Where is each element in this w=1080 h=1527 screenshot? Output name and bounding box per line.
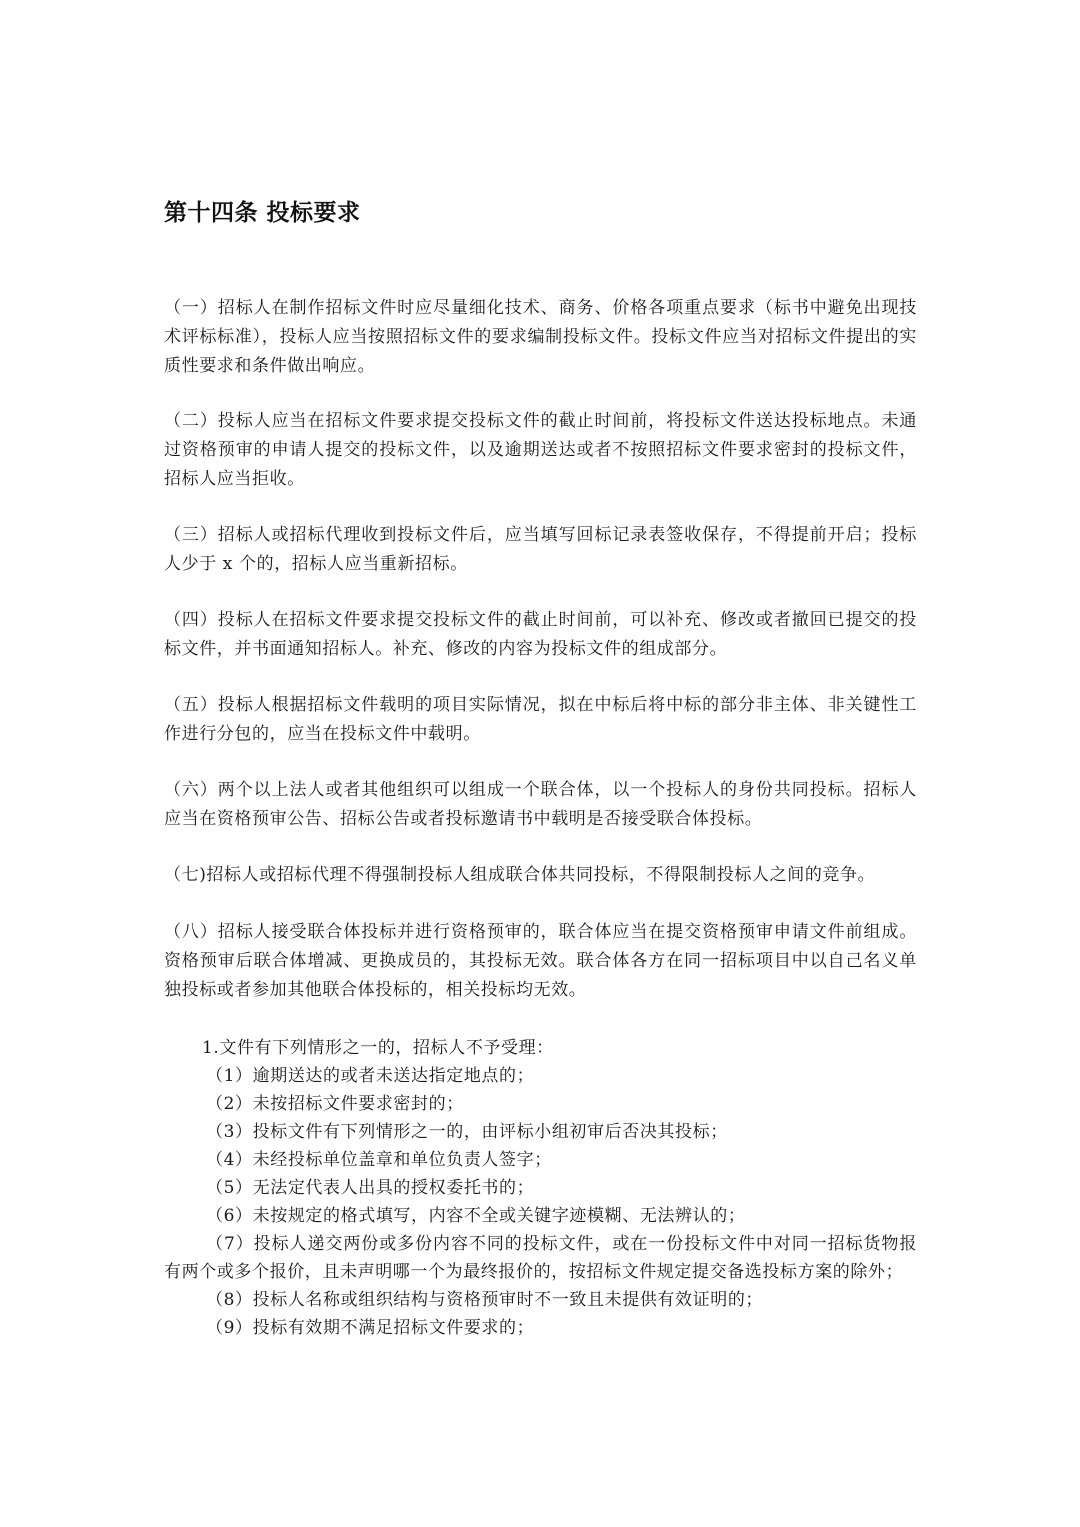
list-heading: 1.文件有下列情形之一的，招标人不予受理： [202, 1038, 554, 1058]
paragraph-6: （六）两个以上法人或者其他组织可以组成一个联合体，以一个投标人的身份共同投标。招标人应当在资格预审公告、招标公告或者投标邀请书中载明是否接受联合体投标。 [164, 780, 917, 829]
list-item: （5）无法定代表人出具的授权委托书的； [206, 1178, 535, 1198]
list-item: （6）未按规定的格式填写，内容不全或关键字迹模糊、无法辨认的； [206, 1206, 746, 1226]
list-item: （8）投标人名称或组织结构与资格预审时不一致且未提供有效证明的； [206, 1290, 764, 1310]
list-item: （3）投标文件有下列情形之一的，由评标小组初审后否决其投标； [206, 1122, 728, 1142]
list-item: （9）投标有效期不满足招标文件要求的； [206, 1318, 535, 1338]
rejection-conditions-list [164, 1034, 917, 1342]
list-item: （7）投标人递交两份或多份内容不同的投标文件，或在一份投标文件中对同一招标货物报有两个或多个报价，且未声明哪一个为最终报价的，按招标文件规定提交备选投标方案的除外； [164, 1234, 917, 1282]
list-item: （1）逾期送达的或者未送达指定地点的； [206, 1066, 535, 1086]
paragraph-8: （八）招标人接受联合体投标并进行资格预审的，联合体应当在提交资格预审申请文件前组成。资格预审后联合体增减、更换成员的，其投标无效。联合体各方在同一招标项目中以自己名义单独投标或者参加其他联合体投标的，相关投标均无效。 [164, 922, 917, 1000]
paragraph-1: （一）招标人在制作招标文件时应尽量细化技术、商务、价格各项重点要求（标书中避免出现技术评标标准），投标人应当按照招标文件的要求编制投标文件。投标文件应当对招标文件提出的实质性要求和条件做出响应。 [164, 298, 917, 376]
paragraph-4: （四）投标人在招标文件要求提交投标文件的截止时间前，可以补充、修改或者撤回已提交的投标文件，并书面通知招标人。补充、修改的内容为投标文件的组成部分。 [164, 610, 917, 659]
paragraph-3: （三）招标人或招标代理收到投标文件后，应当填写回标记录表签收保存，不得提前开启；投标人少于 x 个的，招标人应当重新招标。 [164, 525, 917, 574]
list-item: （4）未经投标单位盖章和单位负责人签字； [206, 1150, 552, 1170]
list-item: （2）未按招标文件要求密封的； [206, 1094, 464, 1114]
paragraph-5: （五）投标人根据招标文件载明的项目实际情况，拟在中标后将中标的部分非主体、非关键性工作进行分包的，应当在投标文件中载明。 [164, 695, 917, 744]
paragraph-2: （二）投标人应当在招标文件要求提交投标文件的截止时间前，将投标文件送达投标地点。未通过资格预审的申请人提交的投标文件，以及逾期送达或者不按照招标文件要求密封的投标文件，招标人应当拒收。 [164, 411, 917, 489]
paragraph-7: （七)招标人或招标代理不得强制投标人组成联合体共同投标，不得限制投标人之间的竞争。 [164, 865, 876, 885]
article-title: 第十四条 投标要求 [164, 200, 361, 226]
